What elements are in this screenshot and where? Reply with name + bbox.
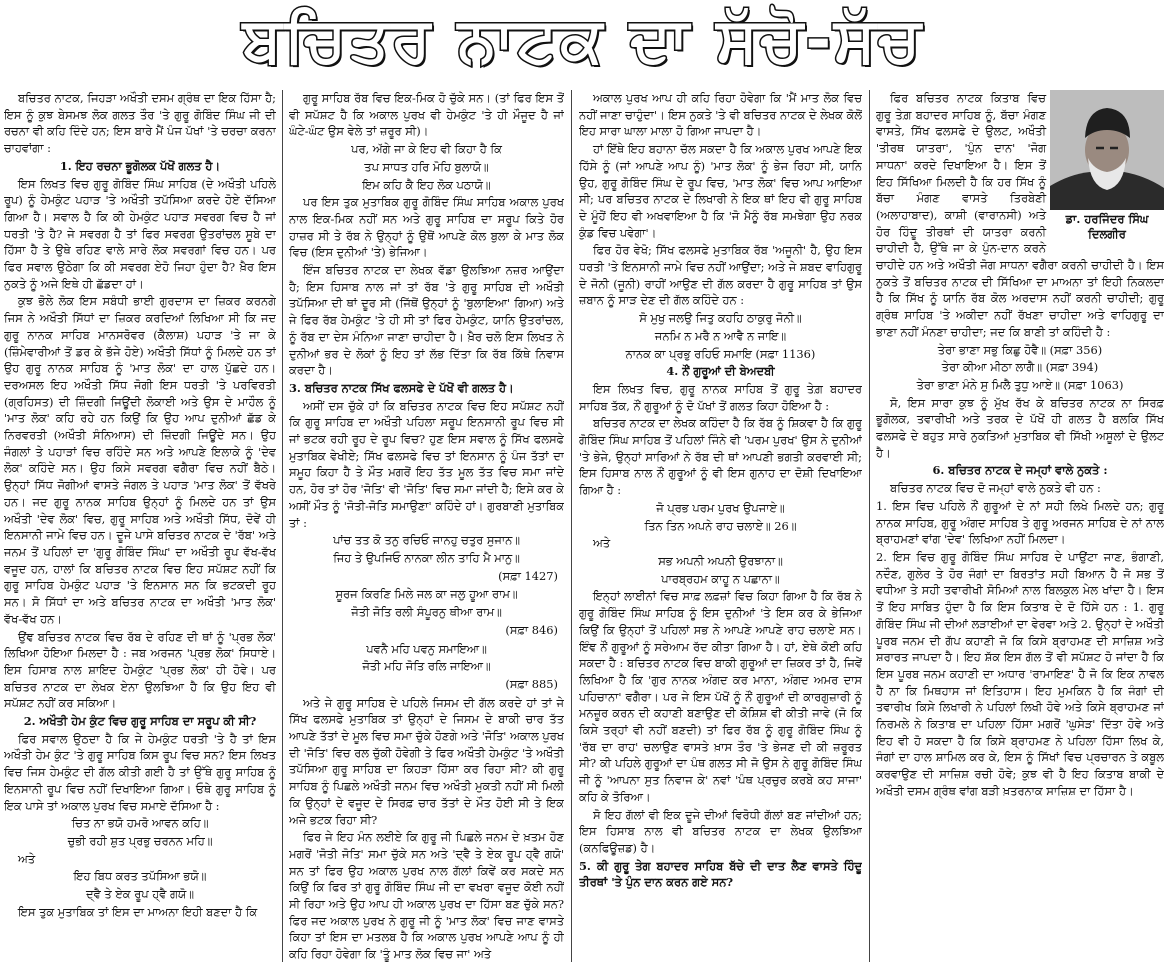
paragraph: ਇਸ ਤੁਕ ਮੁਤਾਬਿਕ ਤਾਂ ਇਸ ਦਾ ਮਾਅਨਾ ਇਹੀ ਬਣਦਾ ਹੈ ਕਿ <box>18 904 258 919</box>
section-heading: 4. ਨੌਂ ਗੁਰੂਆਂ ਦੀ ਬੇਅਦਬੀ <box>666 364 775 379</box>
paragraph: ਇਨ੍ਹਾਂ ਲਾਈਨਾਂ ਵਿਚ ਸਾਫ਼ ਲਫ਼ਜ਼ਾਂ ਵਿਚ ਕਿਹਾ ਗਿਆ ਹੈ ਕਿ ਰੱਬ ਨੇ ਗੁਰੂ ਗੋਬਿੰਦ ਸਿੰਘ ਸਾਹਿਬ ਨੂੰ ਇਸ ਦੁਨੀਆਂ 'ਤੇ ਇਸ ਕਰ ਕੇ ਭੇਜਿਆ ਕਿਉਂ ਕਿ ਉਨ੍ਹਾਂ ਤੋਂ ਪਹਿਲਾਂ ਸਭ ਨੇ ਆਪਣੇ ਆਪਣੇ ਰਾਹ ਚਲਾਏ ਸਨ। ਇੰਞ ਨੌਂ ਗੁਰੂਆਂ ਨੂੰ ਸਰੇਆਮ ਰੱਦ ਕੀਤਾ ਗਿਆ ਹੈ। ਹਾਂ, ਏਥੇ ਕੋਈ ਕਹਿ ਸਕਦਾ ਹੈ : ਬਚਿਤਰ ਨਾਟਕ ਵਿਚ ਬਾਕੀ ਗੁਰੂਆਂ ਦਾ ਜ਼ਿਕਰ ਤਾਂ ਹੈ, ਜਿਵੇਂ ਲਿਖਿਆ ਹੈ ਕਿ 'ਗੁਰ ਨਾਨਕ ਅੰਗਦ ਕਰ ਮਾਨਾ, ਅੰਗਦ ਅਮਰ ਦਾਸ ਪਹਿਚਾਨਾ' ਵਗੈਰਾ। ਪਰ ਜੇ ਇਸ ਪੱਖੋਂ ਨੂੰ ਨੌਂ ਗੁਰੂਆਂ ਦੀ ਕਾਰਗੁਜ਼ਾਰੀ ਨੂੰ ਮਨਜ਼ੂਰ ਕਰਨ ਦੀ ਕਹਾਣੀ ਬਣਾਉਣ ਦੀ ਕੋਸ਼ਿਸ਼ ਵੀ ਕੀਤੀ ਜਾਵੇ (ਜੋ ਕਿ ਕਿਸੇ ਤਰ੍ਹਾਂ ਵੀ ਨਹੀਂ ਬਣਦੀ) ਤਾਂ ਫਿਰ ਰੱਬ ਨੂੰ ਗੁਰੂ ਗੋਬਿੰਦ ਸਿੰਘ ਨੂੰ 'ਰੱਬ ਦਾ ਰਾਹ' ਚਲਾਉਣ ਵਾਸਤੇ ਖ਼ਾਸ ਤੌਰ 'ਤੇ ਭੇਜਣ ਦੀ ਕੀ ਜ਼ਰੂਰਤ ਸੀ? ਕੀ ਪਹਿਲੇ ਗੁਰੂਆਂ ਦਾ ਪੰਥ ਗਲਤ ਸੀ ਜੋ ਉਸ ਨੇ ਗੁਰੂ ਗੋਬਿੰਦ ਸਿੰਘ ਜੀ ਨੂੰ 'ਆਪਨਾ ਸੁਤ ਨਿਵਾਜ ਕੇ' ਨਵਾਂ 'ਪੰਥ ਪ੍ਰਚੁਰ ਕਰਬੇ ਕਹ ਸਾਜਾ' ਕਹਿ ਕੇ ਤੋਰਿਆ। <box>579 589 862 804</box>
paragraph: ਉਂਞ ਬਚਿਤਰ ਨਾਟਕ ਵਿਚ ਰੱਬ ਦੇ ਰਹਿਣ ਦੀ ਥਾਂ ਨੂੰ 'ਪ੍ਰਭ ਲੋਕ' ਲਿਖਿਆ ਹੋਇਆ ਮਿਲਦਾ ਹੈ : ਜਬ ਅਰਜਨ 'ਪ੍ਰਭ ਲੋਕ' ਸਿਧਾਏ। ਇਸ ਹਿਸਾਬ ਨਾਲ ਸ਼ਾਇਦ ਹੇਮਕੁੰਟ 'ਪ੍ਰਭ ਲੋਕ' ਹੀ ਹੋਵੇ। ਪਰ ਬਚਿਤਰ ਨਾਟਕ ਦਾ ਲੇਖਕ ਏਨਾ ਉਲਝਿਆ ਹੈ ਕਿ ਉਹ ਇਹ ਵੀ ਸਪੱਸ਼ਟ ਨਹੀਂ ਕਰ ਸਕਿਆ। <box>4 629 276 711</box>
paragraph: ਪਰ ਇਸ ਤੁਕ ਮੁਤਾਬਿਕ ਗੁਰੂ ਗੋਬਿੰਦ ਸਿੰਘ ਸਾਹਿਬ ਅਕਾਲ ਪੁਰਖ ਨਾਲ ਇਕ-ਮਿਕ ਨਹੀਂ ਸਨ ਅਤੇ ਗੁਰੂ ਸਾਹਿਬ ਦਾ ਸਰੂਪ ਕਿਤੇ ਹੋਰ ਹਾਜ਼ਰ ਸੀ ਤੇ ਰੱਬ ਨੇ ਉਨ੍ਹਾਂ ਨੂੰ ਉਥੋਂ ਆਪਣੇ ਕੋਲ ਬੁਲਾ ਕੇ ਮਾਤ ਲੋਕ ਵਿਚ (ਇਸ ਦੁਨੀਆਂ 'ਤੇ) ਭੇਜਿਆ। <box>289 195 564 260</box>
verse-line: ਪਾਰਬ੍ਰਹਮ ਕਾਹੂ ਨ ਪਛਾਨਾ॥ <box>661 571 780 586</box>
paragraph: ਬਚਿਤਰ ਨਾਟਕ ਦਾ ਲੇਖਕ ਕਹਿੰਦਾ ਹੈ ਕਿ ਰੱਬ ਨੂੰ ਸ਼ਿਕਵਾ ਹੈ ਕਿ ਗੁਰੂ ਗੋਬਿੰਦ ਸਿੰਘ ਸਾਹਿਬ ਤੋਂ ਪਹਿਲਾਂ ਜਿੰਨੇ ਵੀ 'ਪਰਮ ਪੁਰਖ' ਉਸ ਨੇ ਦੁਨੀਆਂ 'ਤੇ ਭੇਜੇ, ਉਨ੍ਹਾਂ ਸਾਰਿਆਂ ਨੇ ਰੱਬ ਦੀ ਥਾਂ ਆਪਣੀ ਭਗਤੀ ਕਰਵਾਈ ਸੀ; ਇਸ ਹਿਸਾਬ ਨਾਲ ਨੌਂ ਗੁਰੂਆਂ ਨੂੰ ਵੀ ਇਸ ਗੁਨਾਹ ਦਾ ਦੋਸ਼ੀ ਦਿਖਾਇਆ ਗਿਆ ਹੈ : <box>579 416 862 498</box>
headline <box>0 0 1166 80</box>
author-photo <box>1050 90 1164 210</box>
paragraph: ਫਿਰ ਜੇ ਇਹ ਮੰਨ ਲਈਏ ਕਿ ਗੁਰੂ ਜੀ ਪਿਛਲੇ ਜਨਮ ਦੇ ਖ਼ਤਮ ਹੋਣ ਮਗਰੋਂ 'ਜੋਤੀ ਜੋਤਿ' ਸਮਾ ਚੁੱਕੇ ਸਨ ਅਤੇ 'ਦ੍ਵੈ ਤੇ ਏਕ ਰੂਪ ਹ੍ਵੈ ਗਯੋ' ਸਨ ਤਾਂ ਫਿਰ ਉਹ ਅਕਾਲ ਪੁਰਖ ਨਾਲ ਗੱਲਾਂ ਕਿਵੇਂ ਕਰ ਸਕਦੇ ਸਨ ਕਿਉਂ ਕਿ ਫਿਰ ਤਾਂ ਗੁਰੂ ਗੋਬਿੰਦ ਸਿੰਘ ਜੀ ਦਾ ਵਖਰਾ ਵਜੂਦ ਕੋਈ ਨਹੀਂ ਸੀ ਰਿਹਾ ਅਤੇ ਉਹ ਆਪ ਹੀ ਅਕਾਲ ਪੁਰਖ ਦਾ ਹਿੱਸਾ ਬਣ ਚੁੱਕੇ ਸਨ? ਫਿਰ ਜਦ ਅਕਾਲ ਪੁਰਖ ਨੇ ਗੁਰੂ ਜੀ ਨੂੰ 'ਮਾਤ ਲੋਕ' ਵਿਚ ਜਾਣ ਵਾਸਤੇ ਕਿਹਾ ਤਾਂ ਇਸ ਦਾ ਮਤਲਬ ਹੈ ਕਿ ਅਕਾਲ ਪੁਰਖ ਆਪਣੇ ਆਪ ਨੂੰ ਹੀ ਕਹਿ ਰਿਹਾ ਹੋਵੇਗਾ ਕਿ 'ਤੂੰ ਮਾਤ ਲੋਕ ਵਿਚ ਜਾ' ਅਤੇ <box>289 830 564 962</box>
paragraph: ਅਕਾਲ ਪੁਰਖ ਆਪ ਹੀ ਕਹਿ ਰਿਹਾ ਹੋਵੇਗਾ ਕਿ 'ਮੈਂ ਮਾਤ ਲੋਕ ਵਿਚ ਨਹੀਂ ਜਾਣਾ ਚਾਹੁੰਦਾ'। ਇਸ ਨੁਕਤੇ 'ਤੇ ਵੀ ਬਚਿਤਰ ਨਾਟਕ ਦੇ ਲੇਖਕ ਕੋਲੋਂ ਇਹ ਸਾਰਾ ਘਾਲਾ ਮਾਲਾ ਹੋ ਗਿਆ ਜਾਪਦਾ ਹੈ। <box>579 91 862 139</box>
verse-line: ਸੂਰਜ ਕਿਰਣਿ ਮਿਲੇ ਜਲ ਕਾ ਜਲੁ ਹੂਆ ਰਾਮ॥ <box>335 587 518 602</box>
paragraph: ਬਚਿਤਰ ਨਾਟਕ ਵਿਚ ਦੋ ਜਮ੍ਹਾਂ ਵਾਲੇ ਨੁਕਤੇ ਵੀ ਹਨ : <box>890 481 1101 496</box>
verse-line: ਤੇਰਾ ਭਾਣਾ ਮੰਨੇ ਸੁ ਮਿਲੈ ਤੁਧੁ ਆਏ॥ (ਸਫ਼ਾ 1063) <box>916 377 1124 392</box>
verse-line: ਜੋਤੀ ਜੋਤਿ ਰਲੀ ਸੰਪੂਰਨੁ ਥੀਆ ਰਾਮ॥ <box>351 605 502 620</box>
verse-line: ਇਮ ਕਹਿ ਕੈ ਇਹ ਲੋਕ ਪਠਾਯੋ॥ <box>362 177 491 192</box>
verse-line: ਸੋ ਮੁਖੁ ਜਲਉ ਜਿਤੁ ਕਹਹਿ ਠਾਕੁਰੁ ਜੋਨੀ॥ <box>639 311 802 326</box>
author-portrait-icon <box>1050 90 1164 210</box>
verse-line: ਚੁਭੀ ਰਹੀ ਸ਼ੁਤ ਪ੍ਰਭੁ ਚਰਨਨ ਮਹਿ॥ <box>67 833 213 848</box>
author-caption: ਡਾ. ਹਰਜਿੰਦਰ ਸਿੰਘ ਦਿਲਗੀਰ <box>1065 212 1149 241</box>
article-column-3 <box>579 90 862 962</box>
section-heading: 6. ਬਚਿਤਰ ਨਾਟਕ ਦੇ ਜਮ੍ਹਾਂ ਵਾਲੇ ਨੁਕਤੇ : <box>932 463 1108 478</box>
verse-line: ਤੇਰਾ ਕੀਆ ਮੀਠਾ ਲਾਗੈ॥ (ਸਫ਼ਾ 394) <box>941 360 1099 375</box>
verse-line: ਜੋ ਪ੍ਰਭ ਪਰਮ ਪੁਰਖ ਉਪਜਾਏ॥ <box>656 500 785 515</box>
paragraph: ਅਸੀਂ ਦਸ ਚੁੱਕੇ ਹਾਂ ਕਿ ਬਚਿਤਰ ਨਾਟਕ ਵਿਚ ਇਹ ਸਪੱਸ਼ਟ ਨਹੀਂ ਕਿ ਗੁਰੂ ਸਾਹਿਬ ਦਾ ਅਖੌਤੀ ਪਹਿਲਾ ਸਰੂਪ ਇਨਸਾਨੀ ਰੂਪ ਵਿਚ ਸੀ ਜਾਂ ਭਟਕ ਰਹੀ ਰੂਹ ਦੇ ਰੂਪ ਵਿਚ? ਹੁਣ ਇਸ ਸਵਾਲ ਨੂੰ ਸਿੱਖ ਫਲਸਫੇ ਮੁਤਾਬਿਕ ਵੇਖੀਏ; ਸਿੱਖ ਫਲਸਫੇ ਵਿਚ ਤਾਂ ਇਨਸਾਨ ਨੂੰ ਪੰਜ ਤੱਤਾਂ ਦਾ ਸਮੂਹ ਕਿਹਾ ਹੈ ਤੇ ਮੌਤ ਮਗਰੋਂ ਇਹ ਤੱਤ ਮੂਲ ਤੱਤ ਵਿਚ ਸਮਾ ਜਾਂਦੇ ਹਨ, ਹੋਰ ਤਾਂ ਹੋਰ 'ਜੋਤਿ' ਵੀ 'ਜੋਤਿ' ਵਿਚ ਸਮਾ ਜਾਂਦੀ ਹੈ; ਇਸੇ ਕਰ ਕੇ ਅਸੀਂ ਮੌਤ ਨੂੰ 'ਜੋਤੀ-ਜੋਤਿ ਸਮਾਉਣਾ' ਕਹਿੰਦੇ ਹਾਂ। ਗੁਰਬਾਣੀ ਮੁਤਾਬਿਕ ਤਾਂ : <box>289 398 564 530</box>
paragraph: ਕੁਝ ਭੋਲੇ ਲੋਕ ਇਸ ਸਬੰਧੀ ਭਾਈ ਗੁਰਦਾਸ ਦਾ ਜ਼ਿਕਰ ਕਰਨਗੇ ਜਿਸ ਨੇ ਅਖੌਤੀ ਸਿੱਧਾਂ ਦਾ ਜ਼ਿਕਰ ਕਰਦਿਆਂ ਲਿਖਿਆ ਸੀ ਕਿ ਜਦ ਗੁਰੂ ਨਾਨਕ ਸਾਹਿਬ ਮਾਨਸਰੋਵਰ (ਕੈਲਾਸ਼) ਪਹਾੜ 'ਤੇ ਜਾ ਕੇ (ਜ਼ਿੰਮੇਵਾਰੀਆਂ ਤੋਂ ਡਰ ਕੇ ਭੱਜੇ ਹੋਏ) ਅਖੌਤੀ ਸਿੱਧਾਂ ਨੂੰ ਮਿਲਦੇ ਹਨ ਤਾਂ ਉਹ ਗੁਰੂ ਨਾਨਕ ਸਾਹਿਬ ਨੂੰ 'ਮਾਤ ਲੋਕ' ਦਾ ਹਾਲ ਪੁੱਛਦੇ ਹਨ। ਦਰਅਸਲ ਇਹ ਅਖੌਤੀ ਸਿੱਧ ਜੋਗੀ ਇਸ ਧਰਤੀ 'ਤੇ ਪਰਵਿਰਤੀ (ਗ੍ਰਹਿਸਤ) ਦੀ ਜ਼ਿੰਦਗੀ ਜਿਊਂਦੀ ਲੋਕਾਈ ਅਤੇ ਉਸ ਦੇ ਮਾਹੌਲ ਨੂੰ 'ਮਾਤ ਲੋਕ' ਕਹਿ ਰਹੇ ਹਨ ਕਿਉਂ ਕਿ ਉਹ ਆਪ ਦੁਨੀਆਂ ਛੱਡ ਕੇ ਨਿਰਵਰਤੀ (ਅਖੌਤੀ ਸੰਨਿਆਸ) ਦੀ ਜ਼ਿੰਦਗੀ ਜਿਊਂਦੇ ਸਨ। ਉਹ ਜੰਗਲਾਂ ਤੇ ਪਹਾੜਾਂ ਵਿਚ ਰਹਿੰਦੇ ਸਨ ਅਤੇ ਆਪਣੇ ਇਲਾਕੇ ਨੂੰ 'ਦੇਵ ਲੋਕ' ਕਹਿੰਦੇ ਸਨ। ਉਹ ਕਿਸੇ ਸਵਰਗ ਵਗੈਰਾ ਵਿਚ ਨਹੀਂ ਬੈਠੇ। ਉਨ੍ਹਾਂ ਸਿੱਧ ਜੋਗੀਆਂ ਵਾਸਤੇ ਜੰਗਲ ਤੇ ਪਹਾੜ 'ਮਾਤ ਲੋਕ' ਤੋਂ ਵੱਖਰੇ ਹਨ। ਜਦ ਗੁਰੂ ਨਾਨਕ ਸਾਹਿਬ ਉਨ੍ਹਾਂ ਨੂੰ ਮਿਲਦੇ ਹਨ ਤਾਂ ਉਸ ਅਖੌਤੀ 'ਦੇਵ ਲੋਕ' ਵਿਚ, ਗੁਰੂ ਸਾਹਿਬ ਅਤੇ ਅਖੌਤੀ ਸਿੱਧ, ਦੋਵੇਂ ਹੀ ਇਨਸਾਨੀ ਜਾਮੇ ਵਿਚ ਹਨ। ਦੂਜੇ ਪਾਸੇ ਬਚਿਤਰ ਨਾਟਕ ਦੇ 'ਰੱਬ' ਅਤੇ ਜਨਮ ਤੋਂ ਪਹਿਲਾਂ ਦਾ 'ਗੁਰੂ ਗੋਬਿੰਦ ਸਿੰਘ' ਦਾ ਅਖੌਤੀ ਰੂਪ ਵੱਖ-ਵੱਖ ਵਜੂਦ ਹਨ, ਹਾਲਾਂ ਕਿ ਬਚਿਤਰ ਨਾਟਕ ਵਿਚ ਇਹ ਸਪੱਸ਼ਟ ਨਹੀਂ ਕਿ ਗੁਰੂ ਸਾਹਿਬ ਹੇਮਕੁੰਟ ਪਹਾੜ 'ਤੇ ਇਨਸਾਨ ਸਨ ਕਿ ਭਟਕਦੀ ਰੂਹ ਸਨ। ਸੋ ਸਿੱਧਾਂ ਦਾ ਅਤੇ ਬਚਿਤਰ ਨਾਟਕ ਦਾ ਅਖੌਤੀ 'ਮਾਤ ਲੋਕ' ਵੱਖ-ਵੱਖ ਹਨ। <box>4 294 276 626</box>
verse-line: ਪਵਨੈ ਮਹਿ ਪਵਨੁ ਸਮਾਇਆ॥ <box>366 641 487 656</box>
paragraph: ਅਤੇ ਜੇ ਗੁਰੂ ਸਾਹਿਬ ਦੇ ਪਹਿਲੇ ਜਿਸਮ ਦੀ ਗੱਲ ਕਰਦੇ ਹਾਂ ਤਾਂ ਜੇ ਸਿੱਖ ਫਲਸਫੇ ਮੁਤਾਬਿਕ ਤਾਂ ਉਨ੍ਹਾਂ ਦੇ ਜਿਸਮ ਦੇ ਬਾਕੀ ਚਾਰ ਤੱਤ ਆਪਣੇ ਤੱਤਾਂ ਦੇ ਮੂਲ ਵਿਚ ਸਮਾ ਚੁੱਕੇ ਹੋਣਗੇ ਅਤੇ 'ਜੋਤਿ' ਅਕਾਲ ਪੁਰਖ ਦੀ 'ਜੋਤਿ' ਵਿਚ ਰਲ ਚੁੱਕੀ ਹੋਵੇਗੀ ਤੇ ਫਿਰ ਅਖੌਤੀ ਹੇਮਕੁੰਟ 'ਤੇ ਅਖੌਤੀ ਤਪੱਸਿਆ ਗੁਰੂ ਸਾਹਿਬ ਦਾ ਕਿਹੜਾ ਹਿੱਸਾ ਕਰ ਰਿਹਾ ਸੀ? ਕੀ ਗੁਰੂ ਸਾਹਿਬ ਨੂੰ ਪਿਛਲੇ ਅਖੌਤੀ ਜਨਮ ਵਿਚ ਅਖੌਤੀ ਮੁਕਤੀ ਨਹੀਂ ਸੀ ਮਿਲੀ ਕਿ ਉਨ੍ਹਾਂ ਦੇ ਵਜੂਦ ਦੇ ਸਿਰਫ਼ ਚਾਰ ਤੱਤਾਂ ਦੇ ਮੌਤ ਹੋਈ ਸੀ ਤੇ ਇਕ ਅਜੇ ਭਟਕ ਰਿਹਾ ਸੀ? <box>289 695 564 827</box>
paragraph: ਅਤੇ <box>593 536 611 551</box>
column-divider <box>571 90 572 962</box>
article-column-1 <box>4 90 276 962</box>
paragraph: ਫਿਰ ਹੋਰ ਵੇਖੋ; ਸਿੱਖ ਫਲਸਫੇ ਮੁਤਾਬਿਕ ਰੱਬ 'ਅਜੂਨੀ' ਹੈ, ਉਹ ਇਸ ਧਰਤੀ 'ਤੇ ਇਨਸਾਨੀ ਜਾਮੇ ਵਿਚ ਨਹੀਂ ਆਉਂਦਾ; ਅਤੇ ਜੇ ਸ਼ਬਦ ਵਾਹਿਗੁਰੂ ਦੇ ਜੋਨੀ (ਜੂਨੀ) ਰਾਹੀਂ ਆਉਣ ਦੀ ਗੱਲ ਕਰਦਾ ਹੈ ਗੁਰੂ ਸਾਹਿਬ ਤਾਂ ਉਸ ਜ਼ਬਾਨ ਨੂੰ ਸਾੜ ਦੇਣ ਦੀ ਗੱਲ ਕਹਿੰਦੇ ਹਨ : <box>579 243 862 308</box>
verse-line: ਜੋਤੀ ਮਹਿ ਜੋਤਿ ਰਲਿ ਜਾਇਆ॥ <box>362 659 491 674</box>
citation: (ਸਫ਼ਾ 1427) <box>498 568 558 583</box>
citation: (ਸਫ਼ਾ 885) <box>505 676 558 691</box>
paragraph: ਹਾਂ ਇੱਥੇ ਇਹ ਬਹਾਨਾ ਚੱਲ ਸਕਦਾ ਹੈ ਕਿ ਅਕਾਲ ਪੁਰਖ ਆਪਣੇ ਇਕ ਹਿੱਸੇ ਨੂੰ (ਜਾਂ ਆਪਣੇ ਆਪ ਨੂੰ) 'ਮਾਤ ਲੋਕ' ਨੂੰ ਭੇਜ ਰਿਹਾ ਸੀ, ਯਾਨਿ ਉਹ, ਗੁਰੂ ਗੋਬਿੰਦ ਸਿੰਘ ਦੇ ਰੂਪ ਵਿਚ, 'ਮਾਤ ਲੋਕ' ਵਿਚ ਆਪ ਆਇਆ ਸੀ; ਪਰ ਬਚਿਤਰ ਨਾਟਕ ਦੇ ਲਿਖਾਰੀ ਨੇ ਇਕ ਥਾਂ ਇਹ ਵੀ ਗੁਰੂ ਸਾਹਿਬ ਦੇ ਮੂੰਹੋਂ ਇਹ ਵੀ ਅਖਵਾਇਆ ਹੈ ਕਿ 'ਜੋ ਮੈਨੂੰ ਰੱਬ ਸਮਝੇਗਾ ਉਹ ਨਰਕ ਕੁੰਡ ਵਿਚ ਪਵੇਗਾ'। <box>579 142 862 240</box>
section-heading: 3. ਬਚਿਤਰ ਨਾਟਕ ਸਿੱਖ ਫਲਸਫੇ ਦੇ ਪੱਖੋਂ ਵੀ ਗਲਤ ਹੈ। <box>289 380 514 395</box>
headline-text: ਬਚਿਤਰ ਨਾਟਕ ਦਾ ਸੱਚੋ-ਸੱਚ <box>242 3 924 76</box>
paragraph: ਅਤੇ <box>18 851 36 866</box>
column-divider <box>282 90 283 962</box>
article-column-4 <box>876 90 1164 962</box>
paragraph: ਸੋ, ਇਸ ਸਾਰਾ ਕੁਝ ਨੂੰ ਮੁੱਖ ਰੱਖ ਕੇ ਬਚਿਤਰ ਨਾਟਕ ਨਾ ਸਿਰਫ਼ ਭੂਗੋਲਕ, ਤਵਾਰੀਖੀ ਅਤੇ ਤਰਕ ਦੇ ਪੱਖੋਂ ਹੀ ਗਲਤ ਹੈ ਬਲਕਿ ਸਿੱਖ ਫਲਸਫੇ ਦੇ ਬਹੁਤ ਸਾਰੇ ਨੁਕਤਿਆਂ ਮੁਤਾਬਿਕ ਵੀ ਸਿੱਖੀ ਅਸੂਲਾਂ ਦੇ ਉਲਟ ਹੈ। <box>876 395 1164 460</box>
paragraph: ਗੁਰੂ ਸਾਹਿਬ ਰੱਬ ਵਿਚ ਇਕ-ਮਿਕ ਹੋ ਚੁੱਕੇ ਸਨ। (ਤਾਂ ਫਿਰ ਇਸ ਤੋਂ ਵੀ ਸਪੱਸ਼ਟ ਹੈ ਕਿ ਅਕਾਲ ਪੁਰਖ ਵੀ ਹੇਮਕੁੰਟ 'ਤੇ ਹੀ ਮੌਜੂਦ ਹੈ ਜਾਂ ਘੰਟੇ-ਘੰਟ ਉਸ ਵੇਲੇ ਤਾਂ ਜ਼ਰੂਰ ਸੀ)। <box>289 91 564 139</box>
paragraph: ਫਿਰ ਸਵਾਲ ਉਠਦਾ ਹੈ ਕਿ ਜੇ ਹੇਮਕੁੰਟ ਧਰਤੀ 'ਤੇ ਹੈ ਤਾਂ ਇਸ ਅਖੌਤੀ ਹੇਮ ਕੁੰਟ 'ਤੇ ਗੁਰੂ ਸਾਹਿਬ ਕਿਸ ਰੂਪ ਵਿਚ ਸਨ? ਇਸ ਲਿਖਤ ਵਿਚ ਜਿਸ ਹੇਮਕੁੰਟ ਦੀ ਗੱਲ ਕੀਤੀ ਗਈ ਹੈ ਤਾਂ ਉੱਥੇ ਗੁਰੂ ਸਾਹਿਬ ਨੂੰ ਇਨਸਾਨੀ ਰੂਪ ਵਿਚ ਨਹੀਂ ਦਿਖਾਇਆ ਗਿਆ। ਓਥੇ ਗੁਰੂ ਸਾਹਿਬ ਨੂੰ ਇਕ ਪਾਸੇ ਤਾਂ ਅਕਾਲ ਪੁਰਖ ਵਿਚ ਸਮਾਏ ਦੱਸਿਆ ਹੈ : <box>4 731 276 813</box>
paragraph: ਇਸ ਲਿਖਤ ਵਿਚ, ਗੁਰੂ ਨਾਨਕ ਸਾਹਿਬ ਤੋਂ ਗੁਰੂ ਤੇਗ਼ ਬਹਾਦਰ ਸਾਹਿਬ ਤੱਕ, ਨੌਂ ਗੁਰੂਆਂ ਨੂੰ ਦੋ ਪੱਖਾਂ ਤੋਂ ਗਲਤ ਕਿਹਾ ਹੋਇਆ ਹੈ : <box>579 381 862 413</box>
verse-line: ਤਪ ਸਾਧਤ ਹਰਿ ਮੋਹਿ ਬੁਲਾਯੋ॥ <box>364 159 489 174</box>
verse-line: ਜਨਮਿ ਨ ਮਰੈ ਨ ਆਵੈ ਨ ਜਾਇ॥ <box>654 328 787 343</box>
paragraph: ਸੋ ਇਹ ਗੱਲਾਂ ਵੀ ਇਕ ਦੂਜੇ ਦੀਆਂ ਵਿਰੋਧੀ ਗੱਲਾਂ ਬਣ ਜਾਂਦੀਆਂ ਹਨ; ਇਸ ਹਿਸਾਬ ਨਾਲ ਵੀ ਬਚਿਤਰ ਨਾਟਕ ਦਾ ਲੇਖਕ ਉਲਝਿਆ (ਕਨਫਿਊਜ਼ਡ) ਹੈ। <box>579 807 862 855</box>
verse-line: ਪਾਂਚ ਤਤ ਕੋ ਤਨੁ ਰਚਿਓ ਜਾਨਹੁ ਚਤੁਰ ਸੁਜਾਨ॥ <box>333 533 520 548</box>
verse-line: ਸਭ ਅਪਨੀ ਅਪਨੀ ਉਰਝਾਨਾ॥ <box>658 553 783 568</box>
paragraph: ਇੰਜ ਬਚਿਤਰ ਨਾਟਕ ਦਾ ਲੇਖਕ ਵੱਡਾ ਉਲਝਿਆ ਨਜ਼ਰ ਆਉਂਦਾ ਹੈ; ਇਸ ਹਿਸਾਬ ਨਾਲ ਜਾਂ ਤਾਂ ਰੱਬ 'ਤੇ ਗੁਰੂ ਸਾਹਿਬ ਦੀ ਅਖੌਤੀ ਤਪੱਸਿਆ ਦੀ ਥਾਂ ਦੂਰ ਸੀ (ਜਿੱਥੋਂ ਉਨ੍ਹਾਂ ਨੂੰ 'ਬੁਲਾਇਆ' ਗਿਆ) ਅਤੇ ਜੇ ਫਿਰ ਰੱਬ ਹੇਮਕੁੰਟ 'ਤੇ ਹੀ ਸੀ ਤਾਂ ਫਿਰ ਹੇਮਕੁੰਟ, ਯਾਨਿ ਉਤਰਾਂਚਲ, ਨੂੰ ਰੱਬ ਦਾ ਦੇਸ ਮੰਨਿਆ ਜਾਣਾ ਚਾਹੀਦਾ ਹੈ। ਖ਼ੈਰ ਚਲੋ ਇਸ ਲਿਖਤ ਨੇ ਦੁਨੀਆਂ ਭਰ ਦੇ ਲੋਕਾਂ ਨੂੰ ਇਹ ਤਾਂ ਲੱਭ ਦਿੱਤਾ ਕਿ ਰੱਬ ਕਿੱਥੇ ਨਿਵਾਸ ਕਰਦਾ ਹੈ। <box>289 263 564 378</box>
verse-line: ਨਾਨਕ ਕਾ ਪ੍ਰਭੁ ਰਹਿਓ ਸਮਾਇ (ਸਫ਼ਾ 1136) <box>625 346 816 361</box>
section-heading: 1. ਇਹ ਰਚਨਾ ਭੂਗੋਲਕ ਪੱਖੋਂ ਗਲਤ ਹੈ। <box>59 158 221 173</box>
paragraph: ਬਚਿਤਰ ਨਾਟਕ, ਜਿਹੜਾ ਅਖੌਤੀ ਦਸਮ ਗ੍ਰੰਥ ਦਾ ਇਕ ਹਿੱਸਾ ਹੈ; ਇਸ ਨੂੰ ਕੁਝ ਬੇਸਮਝ ਲੋਕ ਗਲਤ ਤੌਰ 'ਤੇ ਗੁਰੂ ਗੋਬਿੰਦ ਸਿੰਘ ਜੀ ਦੀ ਰਚਨਾ ਵੀ ਕਹਿ ਦਿੰਦੇ ਹਨ; ਇਸ ਬਾਰੇ ਮੈਂ ਪੰਜ ਪੱਖਾਂ 'ਤੇ ਚਰਚਾ ਕਰਨਾ ਚਾਹਵਾਂਗਾ : <box>4 91 276 156</box>
verse-line: ਤਿਨ ਤਿਨ ਅਪਨੇ ਰਾਹ ਚਲਾਏ॥ 26॥ <box>644 518 797 533</box>
verse-line: ਜਿਹ ਤੇ ਉਪਜਿਓ ਨਾਨਕਾ ਲੀਨ ਤਾਹਿ ਮੈ ਮਾਨੁ॥ <box>333 550 520 565</box>
verse-line: ਤੇਰਾ ਭਾਣਾ ਸਭੁ ਕਿਛੁ ਹੋਵੈ॥ (ਸਫ਼ਾ 356) <box>937 342 1103 357</box>
citation: (ਸਫ਼ਾ 846) <box>505 622 558 637</box>
column-divider <box>869 90 870 962</box>
article-column-2 <box>289 90 564 962</box>
paragraph: ਇਸ ਲਿਖਤ ਵਿਚ ਗੁਰੂ ਗੋਬਿੰਦ ਸਿੰਘ ਸਾਹਿਬ (ਦੇ ਅਖੌਤੀ ਪਹਿਲੇ ਰੂਪ) ਨੂੰ ਹੇਮਕੁੰਟ ਪਹਾੜ 'ਤੇ ਅਖੌਤੀ ਤਪੱਸਿਆ ਕਰਦੇ ਹੋਏ ਦੱਸਿਆ ਗਿਆ ਹੈ। ਸਵਾਲ ਹੈ ਕਿ ਕੀ ਹੇਮਕੁੰਟ ਪਹਾੜ ਸਵਰਗ ਵਿਚ ਹੈ ਜਾਂ ਧਰਤੀ 'ਤੇ ਹੈ? ਜੇ ਸਵਰਗ ਹੈ ਤਾਂ ਫਿਰ ਸਵਰਗ ਉਤਰਾਂਚਲ ਸੂਬੇ ਦਾ ਹਿੱਸਾ ਹੈ ਤੇ ਉਥੇ ਰਹਿਣ ਵਾਲੇ ਸਾਰੇ ਲੋਕ ਸਵਰਗਾਂ ਵਿਚ ਹਨ। ਪਰ ਫਿਰ ਸਵਾਲ ਉਠੇਗਾ ਕਿ ਕੀ ਸਵਰਗ ਏਹੋ ਜਿਹਾ ਹੁੰਦਾ ਹੈ? ਖ਼ੈਰ ਇਸ ਨੁਕਤੇ ਨੂੰ ਅਜੇ ਇਥੇ ਹੀ ਛੱਡਦਾ ਹਾਂ। <box>4 176 276 291</box>
numbered-point: 1. ਇਸ ਵਿਚ ਪਹਿਲੇ ਨੌਂ ਗੁਰੂਆਂ ਦੇ ਨਾਂ ਸਹੀ ਲਿਖੇ ਮਿਲਦੇ ਹਨ; ਗੁਰੂ ਨਾਨਕ ਸਾਹਿਬ, ਗੁਰੂ ਅੰਗਦ ਸਾਹਿਬ ਤੇ ਗੁਰੂ ਅਰਜਨ ਸਾਹਿਬ ਦੇ ਨਾਂ ਨਾਲ ਬ੍ਰਾਹਮਣਾਂ ਵਾਂਗ 'ਦੇਵ' ਲਿਖਿਆ ਨਹੀਂ ਮਿਲਦਾ। <box>876 498 1164 547</box>
paragraph: ਫਿਰ ਬਚਿਤਰ ਨਾਟਕ ਕਿਤਾਬ ਵਿਚ ਗੁਰੂ ਤੇਗ਼ ਬਹਾਦਰ ਸਾਹਿਬ ਨੂੰ, ਬੱਚਾ ਮੰਗਣ ਵਾਸਤੇ, ਸਿੱਖ ਫਲਸਫੇ ਦੇ ਉਲਟ, ਅਖੌਤੀ 'ਤੀਰਥ ਯਾਤਰਾ', 'ਪੁੰਨ ਦਾਨ' 'ਜੋਗ ਸਾਧਨਾ' ਕਰਦੇ ਦਿਖਾਇਆ ਹੈ। ਇਸ ਤੋਂ ਇਹ ਸਿੱਖਿਆ ਮਿਲਦੀ ਹੈ ਕਿ ਹਰ ਸਿੱਖ ਨੂੰ ਬੱਚਾ ਮੰਗਣ ਵਾਸਤੇ ਤਿਰਬੇਣੀ (ਅਲਾਹਾਬਾਦ), ਕਾਸ਼ੀ (ਵਾਰਾਨਸੀ) ਅਤੇ ਹੋਰ ਹਿੰਦੂ ਤੀਰਥਾਂ ਦੀ ਯਾਤਰਾ ਕਰਨੀ ਚਾਹੀਦੀ ਹੈ, ਉੱਥੇ ਜਾ ਕੇ ਪੁੰਨ-ਦਾਨ ਕਰਨੇ ਚਾਹੀਦੇ ਹਨ ਅਤੇ ਅਖੌਤੀ ਜੋਗ ਸਾਧਨਾ ਵਗੈਰਾ ਕਰਨੀ ਚਾਹੀਦੀ ਹੈ। ਇਸ ਨੁਕਤੇ ਤੋਂ ਬਚਿਤਰ ਨਾਟਕ ਦੀ ਸਿੱਖਿਆ ਦਾ ਮਾਅਨਾ ਤਾਂ ਇਹੀ ਨਿਕਲਦਾ ਹੈ ਕਿ ਸਿੱਖ ਨੂੰ ਯਾਨਿ ਰੱਬ ਕੋਲ ਅਰਦਾਸ ਨਹੀਂ ਕਰਨੀ ਚਾਹੀਦੀ; ਗੁਰੂ ਗ੍ਰੰਥ ਸਾਹਿਬ 'ਤੇ ਅਕੀਦਾ ਨਹੀਂ ਰੱਖਣਾ ਚਾਹੀਦਾ ਅਤੇ ਵਾਹਿਗੁਰੂ ਦਾ ਭਾਣਾ ਨਹੀਂ ਮੰਨਣਾ ਚਾਹੀਦਾ; ਜਦ ਕਿ ਬਾਣੀ ਤਾਂ ਕਹਿੰਦੀ ਹੈ : <box>876 91 1164 339</box>
section-heading: 5. ਕੀ ਗੁਰੂ ਤੇਗ ਬਹਾਦਰ ਸਾਹਿਬ ਬੱਚੇ ਦੀ ਦਾਤ ਲੈਣ ਵਾਸਤੇ ਹਿੰਦੂ ਤੀਰਥਾਂ 'ਤੇ ਪੁੰਨ ਦਾਨ ਕਰਨ ਗਏ ਸਨ? <box>579 858 862 890</box>
section-heading: 2. ਅਖੌਤੀ ਹੇਮ ਕੁੰਟ ਵਿਚ ਗੁਰੂ ਸਾਹਿਬ ਦਾ ਸਰੂਪ ਕੀ ਸੀ? <box>23 714 257 729</box>
verse-line: ਚਿਤ ਨਾ ਭਯੋ ਹਮਰੋ ਆਵਨ ਕਹਿ॥ <box>71 816 209 831</box>
numbered-point: 2. ਇਸ ਵਿਚ ਗੁਰੂ ਗੋਬਿੰਦ ਸਿੰਘ ਸਾਹਿਬ ਦੇ ਪਾਉਂਟਾ ਜਾਣ, ਭੰਗਾਣੀ, ਨਦੌਣ, ਗੁਲੇਰ ਤੇ ਹੋਰ ਜੰਗਾਂ ਦਾ ਬਿਰਤਾਂਤ ਸਹੀ ਬਿਆਨ ਹੈ ਜੋ ਸਭ ਤੋਂ ਵਧੀਆ ਤੇ ਸਹੀ ਤਵਾਰੀਖੀ ਸੋਮਿਆਂ ਨਾਲ ਬਿਲਕੁਲ ਮੇਲ ਖਾਂਦਾ ਹੈ। ਇਸ ਤੋਂ ਇਹ ਸਾਬਿਤ ਹੁੰਦਾ ਹੈ ਕਿ ਇਸ ਕਿਤਾਬ ਦੇ ਦੋ ਹਿੱਸੇ ਹਨ : 1. ਗੁਰੂ ਗੋਬਿੰਦ ਸਿੰਘ ਜੀ ਦੀਆਂ ਲੜਾਈਆਂ ਦਾ ਵੇਰਵਾ ਅਤੇ 2. ਉਨ੍ਹਾਂ ਦੇ ਅਖੌਤੀ ਪੂਰਬ ਜਨਮ ਦੀ ਗੱਪ ਕਹਾਣੀ ਜੋ ਕਿ ਕਿਸੇ ਬ੍ਰਾਹਮਣ ਦੀ ਸਾਜ਼ਿਸ਼ ਅਤੇ ਸ਼ਰਾਰਤ ਜਾਪਦਾ ਹੈ। ਇਹ ਸ਼ੱਕ ਇਸ ਗੱਲ ਤੋਂ ਵੀ ਸਪੱਸ਼ਟ ਹੋ ਜਾਂਦਾ ਹੈ ਕਿ ਇਸ ਪੂਰਬ ਜਨਮ ਕਹਾਣੀ ਦਾ ਅਧਾਰ 'ਰਾਮਾਇਣ' ਹੈ ਜੋ ਕਿ ਇਕ ਨਾਵਲ ਹੈ ਨਾ ਕਿ ਮਿਥਹਾਸ ਜਾਂ ਇਤਿਹਾਸ। ਇਹ ਮੁਮਕਿਨ ਹੈ ਕਿ ਜੰਗਾਂ ਦੀ ਤਵਾਰੀਖ ਕਿਸੇ ਲਿਖਾਰੀ ਨੇ ਪਹਿਲਾਂ ਲਿਖੀ ਹੋਵੇ ਅਤੇ ਕਿਸੇ ਬ੍ਰਾਹਮਣ ਜਾਂ ਨਿਰਮਲੇ ਨੇ ਕਿਤਾਬ ਦਾ ਪਹਿਲਾ ਹਿੱਸਾ ਮਗਰੋਂ 'ਘੁਸੇੜ' ਦਿੱਤਾ ਹੋਵੇ ਅਤੇ ਇਹ ਵੀ ਹੋ ਸਕਦਾ ਹੈ ਕਿ ਕਿਸੇ ਬ੍ਰਾਹਮਣ ਨੇ ਪਹਿਲਾ ਹਿੱਸਾ ਲਿਖ ਕੇ, ਜੰਗਾਂ ਦਾ ਹਾਲ ਸ਼ਾਮਿਲ ਕਰ ਕੇ, ਇਸ ਨੂੰ ਸਿੱਖਾਂ ਵਿਚ ਪ੍ਰਚਾਰਨ ਤੇ ਕਬੂਲ ਕਰਵਾਉਣ ਦੀ ਸਾਜ਼ਿਸ਼ ਰਚੀ ਹੋਵੇ; ਕੁਝ ਵੀ ਹੈ ਇਹ ਕਿਤਾਬ ਬਾਕੀ ਦੇ ਅਖੌਤੀ ਦਸਮ ਗ੍ਰੰਥ ਵਾਂਗ ਬੜੀ ਖ਼ਤਰਨਾਕ ਸਾਜ਼ਿਸ਼ ਦਾ ਹਿੱਸਾ ਹੈ। <box>876 549 1164 798</box>
verse-line: ਇਹ ਬਿਧ ਕਰਤ ਤਪੱਸਿਆ ਭਯੋ॥ <box>73 869 207 884</box>
verse-line: ਦ੍ਵੈ ਤੇ ਏਕ ਰੂਪ ਹ੍ਵੈ ਗਯੋ॥ <box>86 887 194 902</box>
verse-line: ਪਰ, ਅੱਗੇ ਜਾ ਕੇ ਇਹ ਵੀ ਕਿਹਾ ਹੈ ਕਿ <box>351 142 502 157</box>
